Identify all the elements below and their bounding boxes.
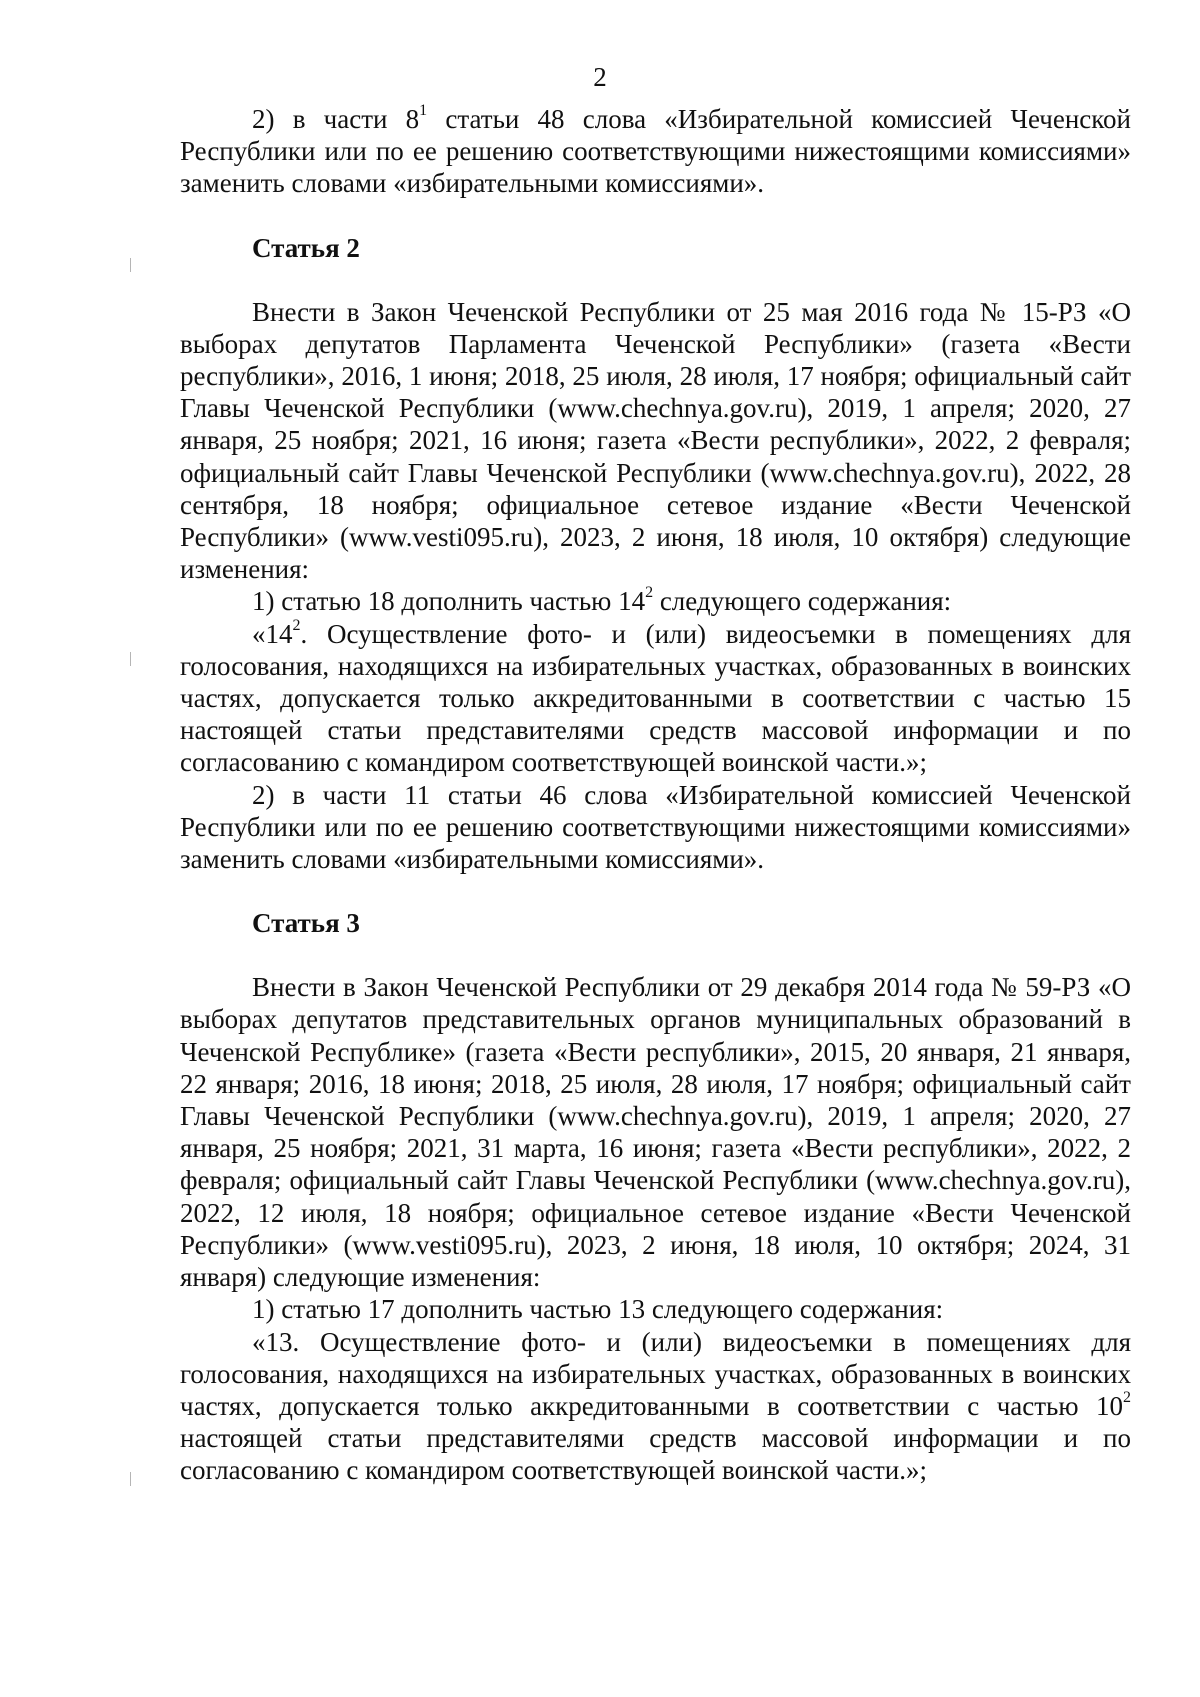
article-3-item-1: 1) статью 17 дополнить частью 13 следующего содержания:	[252, 1294, 944, 1325]
amendment-item-2-part-8	[180, 103, 1131, 200]
quote-text-post: . Осуществление фото- и (или) видеосъемки в помещениях для голосования, находящихся на избирательных участках, образованных в воинских частях, допускается только аккредитованными в соответствии с частью 15 настоящей статьи представителями средств массовой информации и по согласованию с командиром соответствующей воинской части.»;	[180, 618, 1131, 778]
article-2-quote	[180, 618, 1131, 779]
quote-text-pre: «13. Осуществление фото- и (или) видеосъемки в помещениях для голосования, находящихся на избирательных участках, образованных в воинских частях, допускается только аккредитованными в соответствии с частью 10	[180, 1326, 1131, 1421]
item-text-pre: 1) статью 18 дополнить частью 14	[252, 586, 646, 617]
page-number: 2	[593, 62, 607, 92]
scan-mark	[130, 258, 131, 272]
superscript: 2	[645, 584, 654, 602]
superscript: 2	[292, 616, 301, 634]
scan-mark	[130, 1472, 131, 1486]
item-text-pre: 2) в части 8	[252, 104, 420, 134]
article-2-intro: Внести в Закон Чеченской Республики от 25 мая 2016 года № 15-РЗ «О выборах депутатов Парламента Чеченской Республики» (газета «Вести республики», 2016, 1 июня; 2018, 25 июля, 28 июля, 17 ноября; официальный сайт Главы Чеченской Республики (www.chechnya.gov.ru), 2019, 1 апреля; 2020, 27 января, 25 ноября; 2021, 16 июня; газета «Вести республики», 2022, 2 февраля; официальный сайт Главы Чеченской Республики (www.chechnya.gov.ru), 2022, 28 сентября, 18 ноября; официальное сетевое издание «Вести Чеченской Республики» (www.vesti095.ru), 2023, 2 июня, 18 июля, 10 октября) следующие изменения:	[180, 296, 1131, 585]
article-2-heading: Статья 2	[252, 232, 360, 263]
item-text-post: следующего содержания:	[653, 586, 952, 617]
document-body	[180, 103, 1131, 1487]
scan-mark	[130, 652, 131, 666]
article-3-quote	[180, 1326, 1131, 1487]
article-3-heading: Статья 3	[252, 908, 360, 939]
item-text-post: статьи 48 слова «Избирательной комиссией Чеченской Республики или по ее решению соответствующими нижестоящими комиссиями» заменить словами «избирательными комиссиями».	[180, 104, 1131, 199]
superscript: 2	[1123, 1388, 1131, 1406]
article-2-item-1	[180, 585, 1131, 617]
article-2-item-2: 2) в части 11 статьи 46 слова «Избирательной комиссией Чеченской Республики или по ее решению соответствующими нижестоящими комиссиями» заменить словами «избирательными комиссиями».	[180, 779, 1131, 875]
quote-text-post: настоящей статьи представителями средств массовой информации и по согласованию с командиром соответствующей воинской части.»;	[180, 1423, 1131, 1486]
superscript: 1	[419, 102, 428, 119]
quote-text-pre: «14	[252, 618, 293, 649]
article-3-intro: Внести в Закон Чеченской Республики от 29 декабря 2014 года № 59-РЗ «О выборах депутатов представительных органов муниципальных образований в Чеченской Республике» (газета «Вести республики», 2015, 20 января, 21 января, 22 января; 2016, 18 июня; 2018, 25 июля, 28 июля, 17 ноября; официальный сайт Главы Чеченской Республики (www.chechnya.gov.ru), 2019, 1 апреля; 2020, 27 января, 25 ноября; 2021, 31 марта, 16 июня; газета «Вести республики», 2022, 2 февраля; официальный сайт Главы Чеченской Республики (www.chechnya.gov.ru), 2022, 12 июля, 18 ноября; официальное сетевое издание «Вести Чеченской Республики» (www.vesti095.ru), 2023, 2 июня, 18 июля, 10 октября; 2024, 31 января) следующие изменения:	[180, 972, 1131, 1293]
